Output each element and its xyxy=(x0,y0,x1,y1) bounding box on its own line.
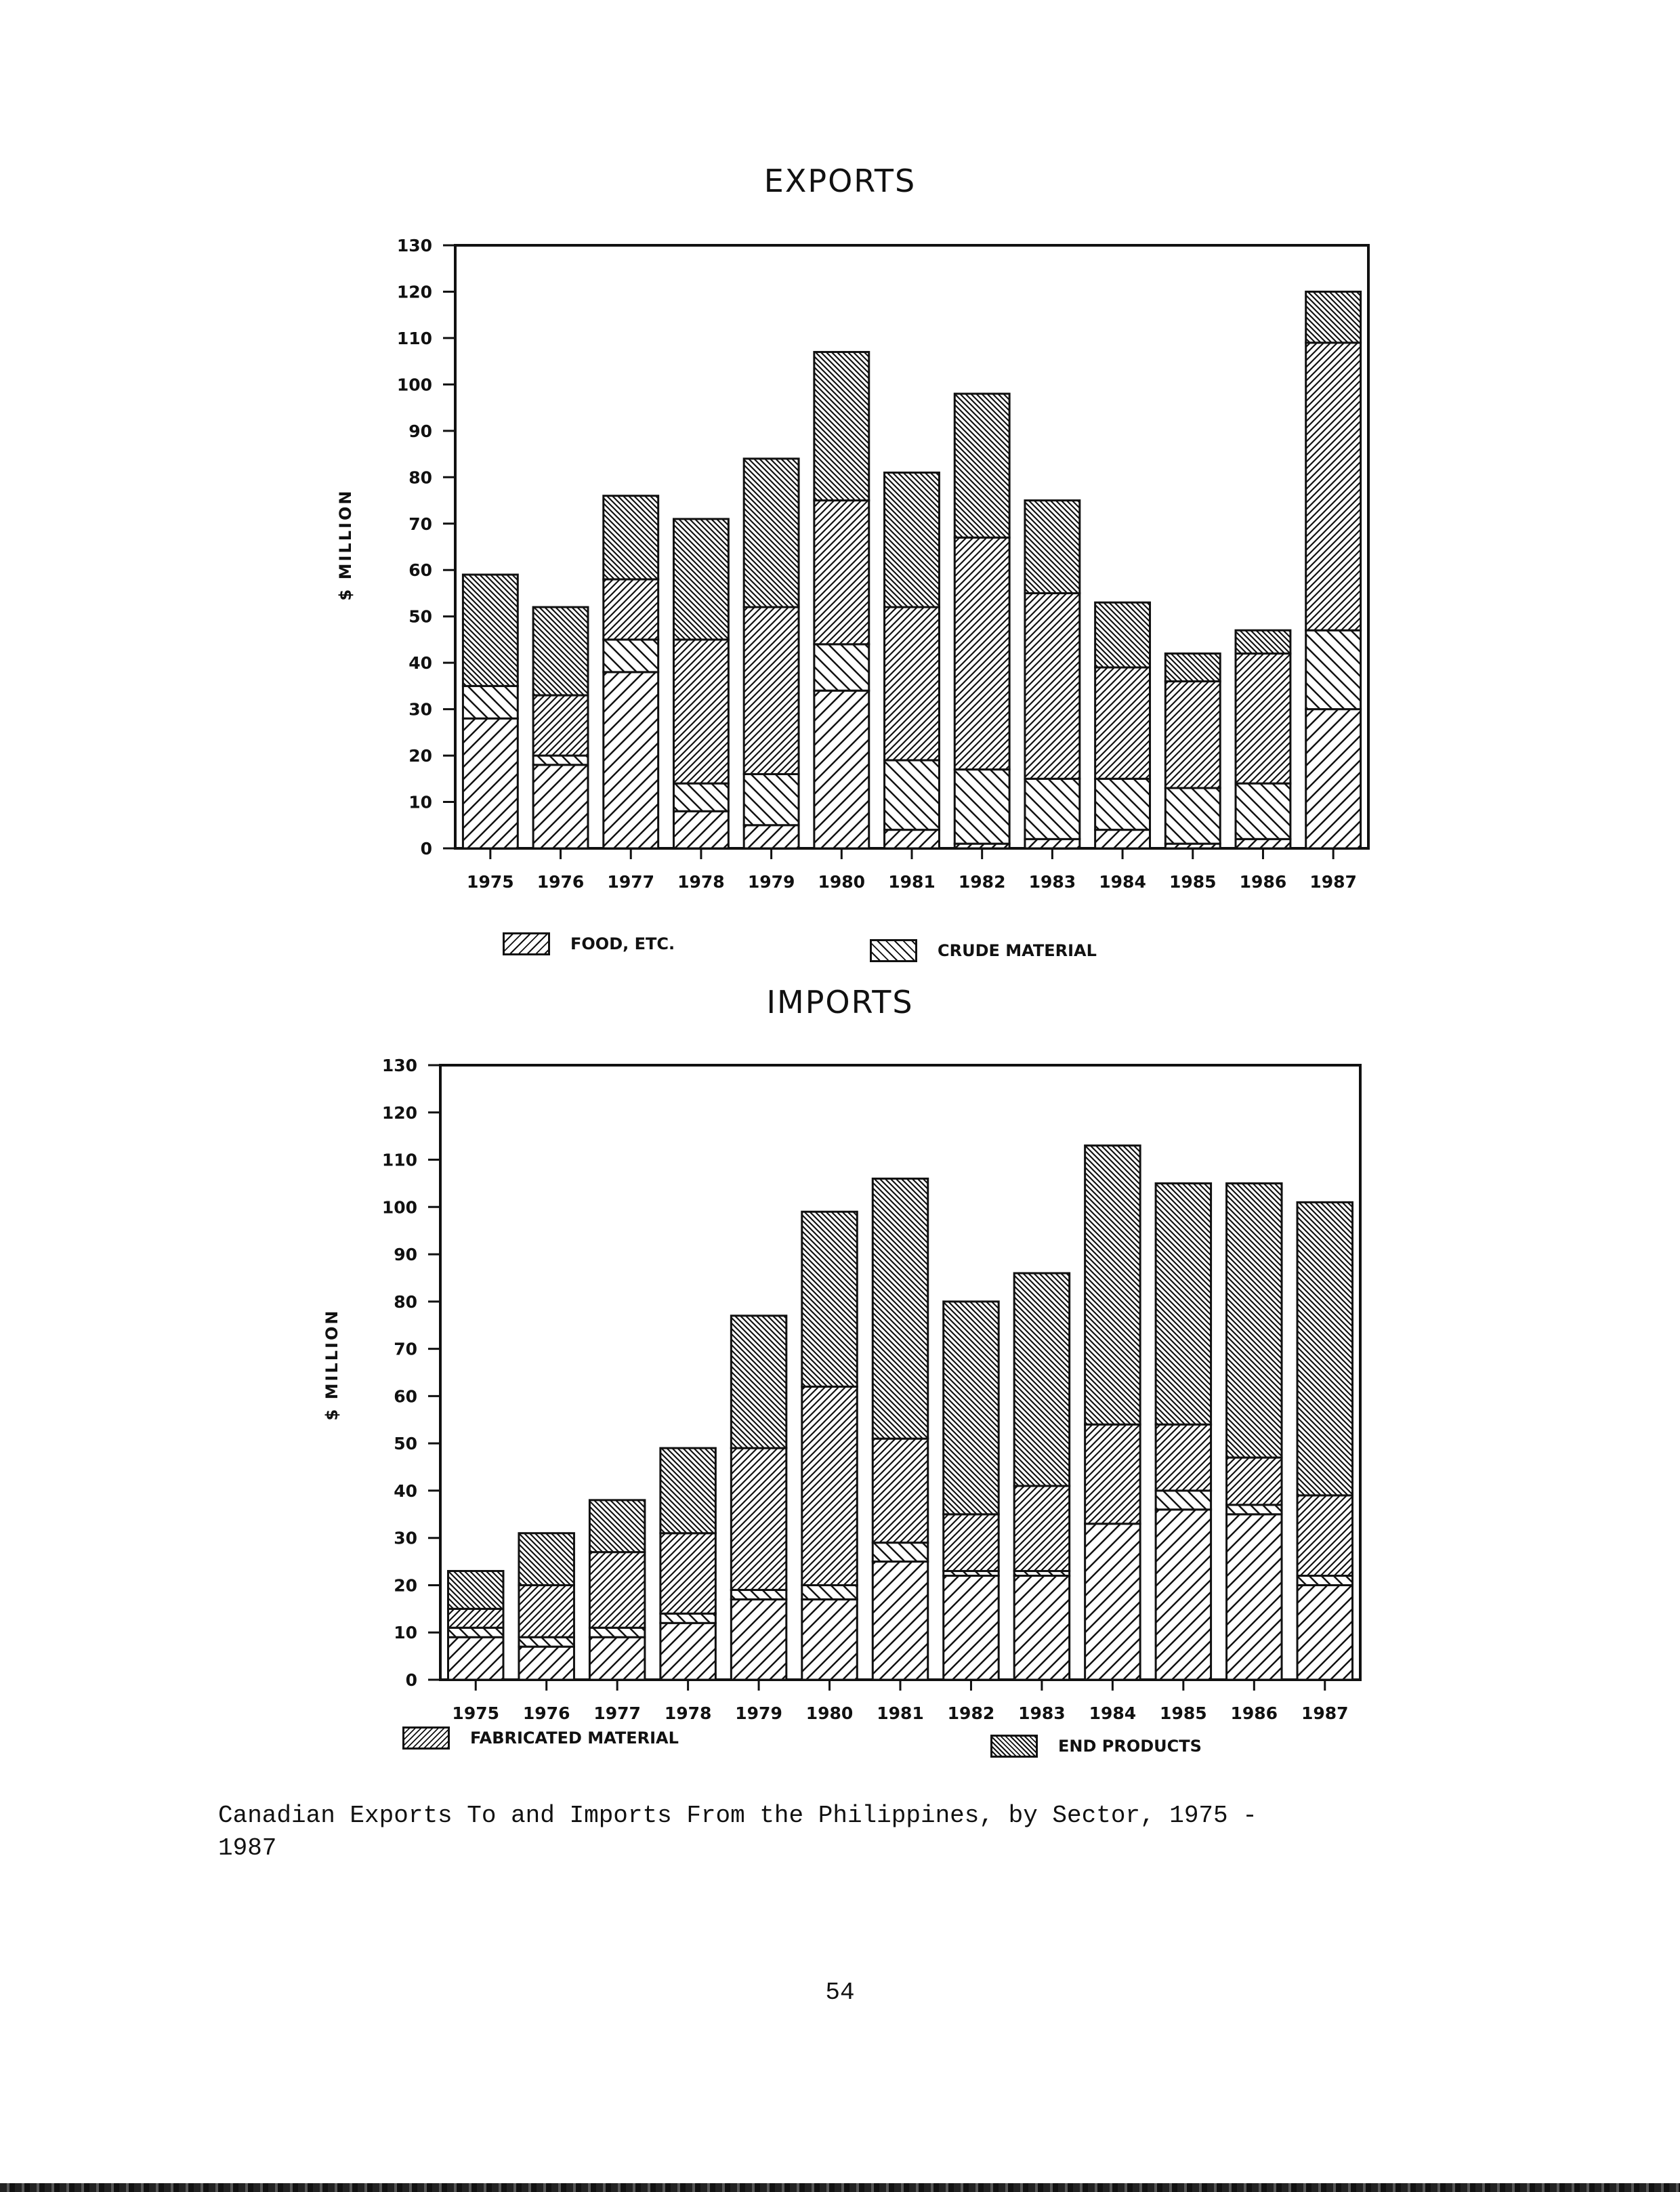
y-tick-label: 40 xyxy=(394,1481,417,1501)
bar-segment-end xyxy=(802,1212,857,1386)
bar-segment-fab xyxy=(885,607,940,760)
bar-segment-fab xyxy=(533,695,588,756)
bar-segment-end xyxy=(448,1571,503,1609)
bar-segment-food xyxy=(1227,1514,1282,1680)
y-tick-label: 80 xyxy=(408,468,432,488)
bar-segment-end xyxy=(660,1448,715,1533)
bar-segment-food xyxy=(744,825,799,848)
imports-y-axis-label: $ MILLION xyxy=(322,1308,341,1421)
bar-segment-crude xyxy=(1227,1505,1282,1514)
bar-segment-fab xyxy=(519,1585,574,1637)
bar-segment-crude xyxy=(604,640,658,672)
bar-segment-food xyxy=(814,690,869,848)
bar-segment-end xyxy=(1085,1146,1140,1425)
x-tick-label: 1981 xyxy=(877,1703,924,1723)
bar-segment-fab xyxy=(1297,1495,1352,1576)
figure-caption: Canadian Exports To and Imports From the Philippines, by Sector, 1975 - 1987 xyxy=(218,1802,1257,1862)
y-tick-label: 130 xyxy=(396,236,432,255)
bar-segment-end xyxy=(589,1500,644,1552)
y-tick-label: 50 xyxy=(394,1434,417,1454)
y-tick-label: 130 xyxy=(381,1056,417,1075)
y-tick-label: 0 xyxy=(420,839,432,859)
bar-segment-food xyxy=(1025,839,1080,848)
bar-segment-food xyxy=(519,1647,574,1680)
bar-segment-fab xyxy=(604,579,658,640)
bar-segment-end xyxy=(673,519,728,640)
bar-segment-end xyxy=(1297,1202,1352,1495)
bar-segment-end xyxy=(954,394,1009,537)
bar-segment-fab xyxy=(731,1448,786,1590)
x-tick-label: 1980 xyxy=(805,1703,854,1723)
bar-segment-fab xyxy=(1095,667,1150,779)
bar-segment-fab xyxy=(673,640,728,783)
bar-segment-crude xyxy=(589,1628,644,1637)
y-tick-label: 20 xyxy=(394,1575,417,1596)
y-tick-label: 110 xyxy=(381,1150,417,1170)
x-tick-label: 1982 xyxy=(958,872,1006,892)
bar-segment-food xyxy=(802,1599,857,1680)
bar-segment-end xyxy=(519,1533,574,1586)
x-tick-label: 1975 xyxy=(452,1703,500,1723)
crude-pattern-swatch xyxy=(870,939,917,962)
y-tick-label: 120 xyxy=(396,282,432,302)
bar-segment-food xyxy=(1085,1524,1140,1680)
legend-crude-material xyxy=(870,939,1097,962)
x-tick-label: 1984 xyxy=(1099,872,1146,892)
x-tick-label: 1985 xyxy=(1160,1703,1207,1723)
y-tick-label: 70 xyxy=(408,514,432,534)
bar-segment-fab xyxy=(589,1552,644,1628)
x-tick-label: 1978 xyxy=(677,872,725,892)
bar-segment-crude xyxy=(660,1613,715,1623)
x-tick-label: 1986 xyxy=(1230,1703,1278,1723)
imports-chart xyxy=(0,1047,1680,1792)
bar-segment-food xyxy=(944,1576,999,1680)
bar-segment-end xyxy=(1306,291,1361,342)
x-tick-label: 1977 xyxy=(607,872,655,892)
x-tick-label: 1986 xyxy=(1239,872,1287,892)
bar-segment-fab xyxy=(1236,653,1290,783)
bar-segment-end xyxy=(1227,1183,1282,1457)
bar-segment-fab xyxy=(944,1514,999,1571)
bar-segment-crude xyxy=(954,770,1009,844)
x-tick-label: 1975 xyxy=(467,872,514,892)
bar-segment-food xyxy=(873,1562,927,1680)
y-tick-label: 120 xyxy=(381,1102,417,1123)
bar-segment-food xyxy=(673,811,728,848)
bar-segment-end xyxy=(1165,653,1220,681)
bar-segment-fab xyxy=(1085,1424,1140,1524)
bar-segment-fab xyxy=(448,1609,503,1628)
x-tick-label: 1987 xyxy=(1309,872,1357,892)
bar-segment-fab xyxy=(1227,1457,1282,1505)
x-tick-label: 1979 xyxy=(735,1703,782,1723)
bar-segment-crude xyxy=(731,1590,786,1599)
scan-edge-strip xyxy=(0,2183,1680,2192)
x-tick-label: 1987 xyxy=(1301,1703,1349,1723)
fabricated-pattern-swatch xyxy=(402,1726,450,1750)
y-tick-label: 100 xyxy=(396,375,432,395)
x-tick-label: 1979 xyxy=(747,872,795,892)
x-tick-label: 1976 xyxy=(522,1703,570,1723)
bar-segment-end xyxy=(744,459,799,607)
bar-segment-end xyxy=(731,1316,786,1448)
x-tick-label: 1983 xyxy=(1018,1703,1066,1723)
exports-chart-title: EXPORTS xyxy=(763,163,917,199)
bar-segment-fab xyxy=(873,1439,927,1542)
legend-end-products xyxy=(990,1735,1202,1758)
y-tick-label: 30 xyxy=(408,699,432,720)
y-tick-label: 10 xyxy=(408,792,432,812)
y-tick-label: 100 xyxy=(381,1197,417,1218)
bar-segment-crude xyxy=(1236,783,1290,839)
bar-segment-food xyxy=(533,765,588,848)
bar-segment-food xyxy=(463,718,518,848)
bar-segment-food xyxy=(1236,839,1290,848)
bar-segment-food xyxy=(1297,1585,1352,1680)
x-tick-label: 1982 xyxy=(947,1703,995,1723)
bar-segment-end xyxy=(944,1302,999,1514)
bar-segment-end xyxy=(873,1178,927,1439)
bar-segment-food xyxy=(660,1623,715,1680)
y-tick-label: 40 xyxy=(408,653,432,674)
legend-fabricated-material-label: FABRICATED MATERIAL xyxy=(470,1729,679,1748)
legend-crude-material-label: CRUDE MATERIAL xyxy=(938,941,1097,960)
bar-segment-end xyxy=(814,352,869,500)
x-tick-label: 1977 xyxy=(593,1703,641,1723)
bar-segment-end xyxy=(885,472,940,607)
bar-segment-fab xyxy=(814,501,869,644)
exports-y-axis-label: $ MILLION xyxy=(336,489,355,601)
bar-segment-fab xyxy=(1156,1424,1211,1491)
bar-segment-end xyxy=(1025,501,1080,594)
bar-segment-crude xyxy=(873,1543,927,1562)
legend-end-products-label: END PRODUCTS xyxy=(1058,1737,1202,1756)
bar-segment-crude xyxy=(463,686,518,718)
y-tick-label: 80 xyxy=(394,1291,417,1312)
x-tick-label: 1984 xyxy=(1089,1703,1137,1723)
bar-segment-crude xyxy=(802,1585,857,1599)
x-tick-label: 1985 xyxy=(1169,872,1217,892)
y-tick-label: 10 xyxy=(394,1623,417,1643)
bar-segment-end xyxy=(1095,602,1150,667)
bar-segment-fab xyxy=(1165,682,1220,788)
y-tick-label: 30 xyxy=(394,1528,417,1548)
x-tick-label: 1976 xyxy=(537,872,585,892)
bar-segment-crude xyxy=(885,760,940,830)
bar-segment-fab xyxy=(802,1386,857,1585)
bar-segment-fab xyxy=(1014,1486,1069,1571)
food-pattern-swatch xyxy=(503,932,550,955)
bar-segment-crude xyxy=(744,774,799,825)
legend-food-label: FOOD, ETC. xyxy=(570,934,675,953)
bar-segment-food xyxy=(885,830,940,848)
x-tick-label: 1983 xyxy=(1028,872,1076,892)
bar-segment-crude xyxy=(1095,779,1150,829)
bar-segment-crude xyxy=(814,644,869,690)
bar-segment-crude xyxy=(1297,1576,1352,1586)
legend-food xyxy=(503,932,675,955)
y-tick-label: 0 xyxy=(405,1670,417,1690)
y-tick-label: 70 xyxy=(394,1339,417,1359)
bar-segment-fab xyxy=(1025,593,1080,779)
end-products-pattern-swatch xyxy=(990,1735,1038,1758)
bar-segment-crude xyxy=(1306,630,1361,709)
legend-fabricated-material xyxy=(402,1726,679,1750)
y-tick-label: 110 xyxy=(396,328,432,348)
bar-segment-crude xyxy=(1165,788,1220,844)
bar-segment-end xyxy=(604,496,658,579)
bar-segment-crude xyxy=(448,1628,503,1637)
bar-segment-food xyxy=(1156,1510,1211,1680)
y-tick-label: 50 xyxy=(408,606,432,627)
bar-segment-fab xyxy=(660,1533,715,1614)
y-tick-label: 60 xyxy=(394,1386,417,1407)
bar-segment-fab xyxy=(744,607,799,774)
bar-segment-crude xyxy=(533,756,588,765)
y-tick-label: 60 xyxy=(408,560,432,581)
bar-segment-fab xyxy=(954,537,1009,769)
y-tick-label: 90 xyxy=(394,1245,417,1265)
bar-segment-fab xyxy=(1306,343,1361,630)
bar-segment-crude xyxy=(1025,779,1080,839)
imports-chart-title: IMPORTS xyxy=(766,984,914,1020)
bar-segment-food xyxy=(604,672,658,848)
bar-segment-end xyxy=(1014,1273,1069,1486)
bar-segment-food xyxy=(448,1637,503,1680)
bar-segment-end xyxy=(533,607,588,695)
bar-segment-food xyxy=(1306,709,1361,848)
bar-segment-food xyxy=(1014,1576,1069,1680)
bar-segment-crude xyxy=(1156,1491,1211,1510)
bar-segment-end xyxy=(1156,1183,1211,1424)
bar-segment-food xyxy=(731,1599,786,1680)
y-tick-label: 90 xyxy=(408,421,432,441)
exports-chart xyxy=(0,230,1680,976)
x-tick-label: 1980 xyxy=(818,872,866,892)
bar-segment-end xyxy=(463,575,518,686)
y-tick-label: 20 xyxy=(408,746,432,766)
page-number: 54 xyxy=(825,1979,855,2006)
x-tick-label: 1978 xyxy=(664,1703,712,1723)
x-tick-label: 1981 xyxy=(888,872,936,892)
bar-segment-crude xyxy=(673,783,728,811)
bar-segment-crude xyxy=(519,1637,574,1647)
bar-segment-food xyxy=(1095,830,1150,848)
bar-segment-food xyxy=(589,1637,644,1680)
bar-segment-end xyxy=(1236,630,1290,653)
